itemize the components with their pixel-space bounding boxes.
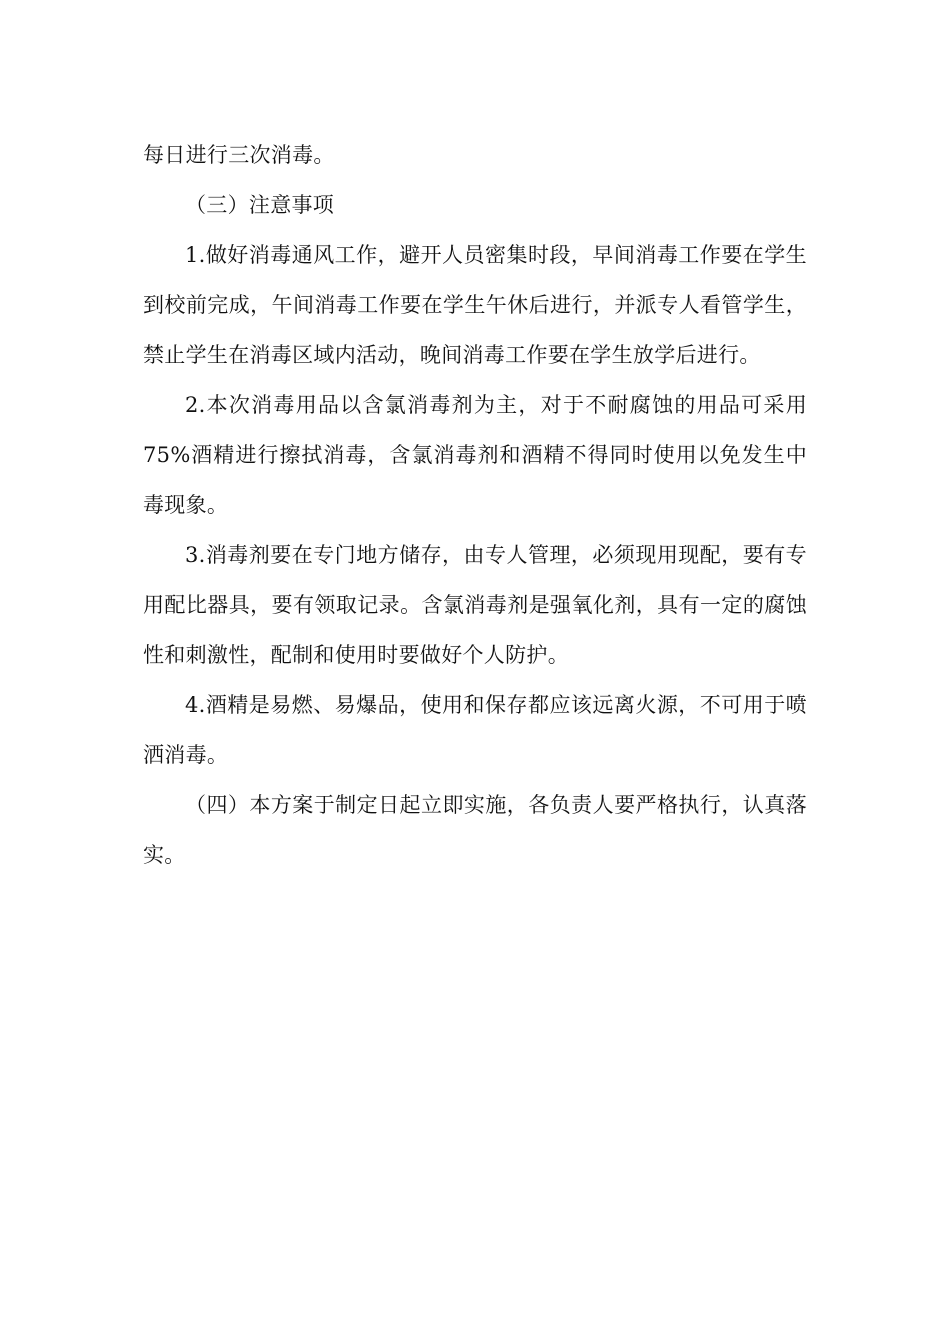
section-heading-notes: （三）注意事项 — [185, 193, 335, 217]
paragraph-continuation: 每日进行三次消毒。 — [143, 143, 335, 167]
paragraph-item-4: 4.酒精是易燃、易爆品，使用和保存都应该远离火源，不可用于喷洒消毒。 — [143, 693, 807, 767]
paragraph-item-3: 3.消毒剂要在专门地方储存，由专人管理，必须现用现配，要有专用配比器具，要有领取记录。含氯消毒剂是强氧化剂，具有一定的腐蚀性和刺激性，配制和使用时要做好个人防护。 — [143, 543, 807, 667]
paragraph-item-1: 1.做好消毒通风工作，避开人员密集时段，早间消毒工作要在学生到校前完成，午间消毒工作要在学生午休后进行，并派专人看管学生，禁止学生在消毒区域内活动，晚间消毒工作要在学生放学后进行。 — [143, 243, 807, 367]
document-body — [143, 130, 807, 880]
paragraph-item-2: 2.本次消毒用品以含氯消毒剂为主，对于不耐腐蚀的用品可采用75%酒精进行擦拭消毒，含氯消毒剂和酒精不得同时使用以免发生中毒现象。 — [143, 393, 807, 517]
section-four-paragraph: （四）本方案于制定日起立即实施，各负责人要严格执行，认真落实。 — [143, 793, 807, 867]
